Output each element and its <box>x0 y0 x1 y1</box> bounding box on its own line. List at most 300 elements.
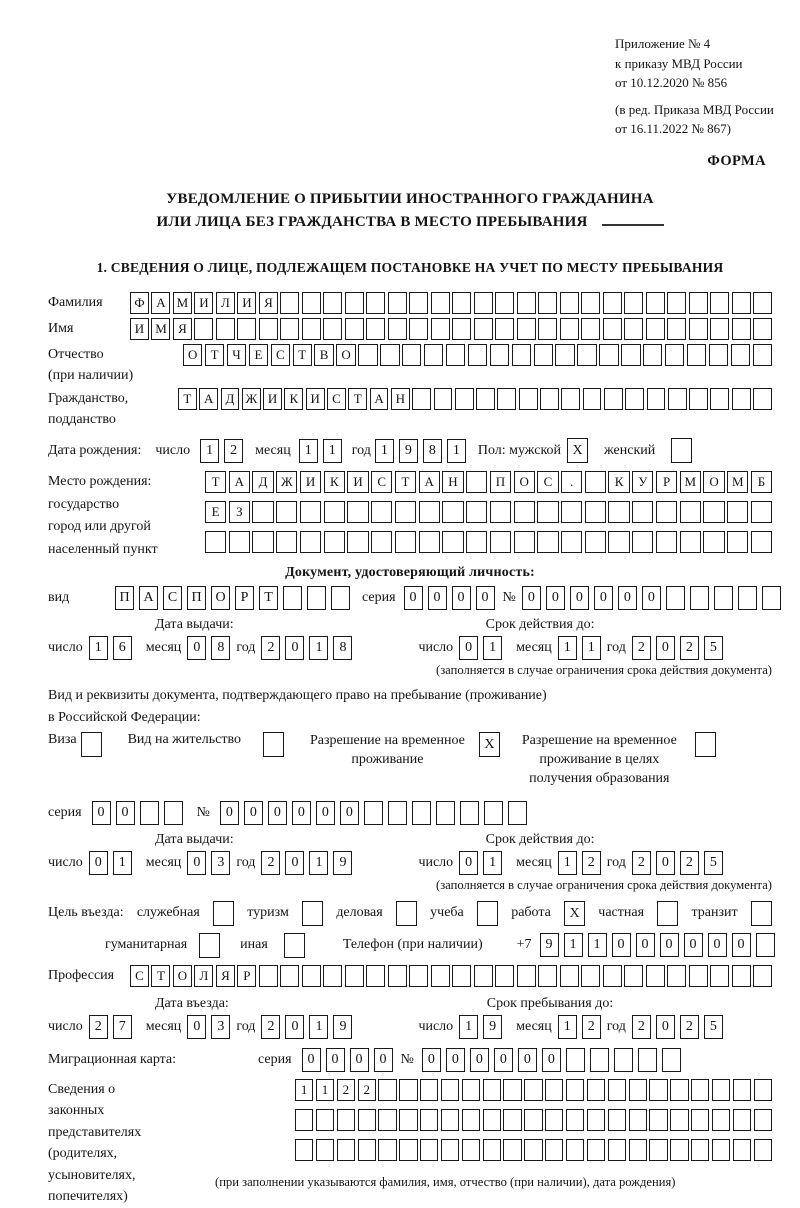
form-cell[interactable] <box>307 586 326 610</box>
form-cell[interactable]: 0 <box>187 636 206 660</box>
form-cell[interactable] <box>545 1139 563 1161</box>
form-cell[interactable] <box>483 1109 501 1131</box>
form-cell[interactable] <box>753 318 772 340</box>
form-cell[interactable]: С <box>130 965 149 987</box>
form-cell[interactable]: С <box>371 471 392 493</box>
form-cell[interactable] <box>441 1079 459 1101</box>
form-cell[interactable]: С <box>163 586 182 610</box>
form-cell[interactable] <box>751 901 772 926</box>
form-cell[interactable] <box>213 901 234 926</box>
form-cell[interactable]: Е <box>205 501 226 523</box>
form-cell[interactable] <box>581 318 600 340</box>
form-cell[interactable] <box>577 344 596 366</box>
form-cell[interactable]: О <box>514 471 535 493</box>
form-cell[interactable] <box>399 1109 417 1131</box>
purpose-private-checkbox[interactable] <box>657 901 678 926</box>
form-cell[interactable] <box>409 965 428 987</box>
form-cell[interactable] <box>566 1048 585 1072</box>
form-cell[interactable] <box>524 1109 542 1131</box>
form-cell[interactable]: X <box>479 732 500 757</box>
form-cell[interactable] <box>566 1109 584 1131</box>
form-cell[interactable]: 5 <box>704 1015 723 1039</box>
form-cell[interactable] <box>474 318 493 340</box>
form-cell[interactable] <box>476 388 495 410</box>
form-cell[interactable] <box>442 501 463 523</box>
form-cell[interactable] <box>302 901 323 926</box>
form-cell[interactable]: Т <box>151 965 170 987</box>
form-cell[interactable]: 0 <box>350 1048 369 1072</box>
form-cell[interactable] <box>337 1139 355 1161</box>
form-cell[interactable] <box>731 344 750 366</box>
female-checkbox[interactable] <box>671 438 692 463</box>
form-cell[interactable] <box>331 586 350 610</box>
form-cell[interactable]: 1 <box>375 439 394 463</box>
form-cell[interactable] <box>503 1139 521 1161</box>
form-cell[interactable] <box>608 1079 626 1101</box>
form-cell[interactable]: О <box>336 344 355 366</box>
form-cell[interactable]: Ф <box>130 292 149 314</box>
form-cell[interactable]: 9 <box>333 851 352 875</box>
form-cell[interactable]: Я <box>216 965 235 987</box>
form-cell[interactable] <box>495 965 514 987</box>
form-cell[interactable] <box>545 1109 563 1131</box>
form-cell[interactable] <box>345 318 364 340</box>
form-cell[interactable]: Р <box>237 965 256 987</box>
form-cell[interactable] <box>388 801 407 825</box>
form-cell[interactable] <box>371 501 392 523</box>
form-cell[interactable] <box>300 531 321 553</box>
form-cell[interactable] <box>300 501 321 523</box>
form-cell[interactable] <box>378 1109 396 1131</box>
form-cell[interactable] <box>276 501 297 523</box>
form-cell[interactable] <box>366 292 385 314</box>
form-cell[interactable] <box>519 388 538 410</box>
form-cell[interactable]: К <box>284 388 303 410</box>
form-cell[interactable] <box>751 501 772 523</box>
form-cell[interactable]: 0 <box>656 636 675 660</box>
form-cell[interactable] <box>561 501 582 523</box>
form-cell[interactable]: Т <box>205 344 224 366</box>
form-cell[interactable] <box>517 965 536 987</box>
form-cell[interactable]: 0 <box>656 851 675 875</box>
form-cell[interactable] <box>474 965 493 987</box>
form-cell[interactable] <box>431 965 450 987</box>
form-cell[interactable] <box>712 1139 730 1161</box>
form-cell[interactable] <box>446 344 465 366</box>
form-cell[interactable]: 0 <box>92 801 111 825</box>
form-cell[interactable] <box>396 901 417 926</box>
form-cell[interactable] <box>545 1079 563 1101</box>
form-cell[interactable] <box>434 388 453 410</box>
form-cell[interactable]: 1 <box>588 933 607 957</box>
form-cell[interactable] <box>643 344 662 366</box>
form-cell[interactable] <box>412 801 431 825</box>
form-cell[interactable]: Б <box>751 471 772 493</box>
form-cell[interactable] <box>345 965 364 987</box>
form-cell[interactable] <box>538 318 557 340</box>
form-cell[interactable] <box>263 732 284 757</box>
form-cell[interactable] <box>252 501 273 523</box>
form-cell[interactable]: О <box>703 471 724 493</box>
form-cell[interactable] <box>754 1079 772 1101</box>
form-cell[interactable] <box>284 933 305 958</box>
form-cell[interactable] <box>753 292 772 314</box>
form-cell[interactable]: 1 <box>295 1079 313 1101</box>
form-cell[interactable]: 0 <box>89 851 108 875</box>
form-cell[interactable]: 0 <box>285 636 304 660</box>
form-cell[interactable]: 0 <box>244 801 263 825</box>
form-cell[interactable] <box>164 801 183 825</box>
form-cell[interactable] <box>358 1109 376 1131</box>
form-cell[interactable] <box>517 292 536 314</box>
form-cell[interactable]: К <box>608 471 629 493</box>
form-cell[interactable] <box>538 965 557 987</box>
form-cell[interactable] <box>753 965 772 987</box>
form-cell[interactable] <box>514 531 535 553</box>
form-cell[interactable] <box>388 292 407 314</box>
form-cell[interactable] <box>409 318 428 340</box>
form-cell[interactable] <box>462 1079 480 1101</box>
form-cell[interactable]: 0 <box>452 586 471 610</box>
form-cell[interactable]: 3 <box>211 851 230 875</box>
purpose-work-checkbox[interactable] <box>564 901 585 926</box>
form-cell[interactable] <box>670 1139 688 1161</box>
form-cell[interactable] <box>252 531 273 553</box>
form-cell[interactable] <box>656 531 677 553</box>
form-cell[interactable]: Т <box>293 344 312 366</box>
form-cell[interactable] <box>671 438 692 463</box>
form-cell[interactable] <box>316 1139 334 1161</box>
form-cell[interactable] <box>371 531 392 553</box>
form-cell[interactable] <box>603 965 622 987</box>
form-cell[interactable] <box>259 965 278 987</box>
form-cell[interactable] <box>753 388 772 410</box>
form-cell[interactable]: Н <box>391 388 410 410</box>
form-cell[interactable]: У <box>632 471 653 493</box>
form-cell[interactable] <box>712 1109 730 1131</box>
form-cell[interactable]: 0 <box>459 636 478 660</box>
form-cell[interactable]: 0 <box>546 586 565 610</box>
form-cell[interactable] <box>497 388 516 410</box>
form-cell[interactable]: С <box>327 388 346 410</box>
form-cell[interactable]: 0 <box>522 586 541 610</box>
form-cell[interactable]: 1 <box>309 636 328 660</box>
form-cell[interactable] <box>709 344 728 366</box>
form-cell[interactable]: Я <box>173 318 192 340</box>
form-cell[interactable] <box>666 586 685 610</box>
form-cell[interactable] <box>412 388 431 410</box>
form-cell[interactable]: О <box>183 344 202 366</box>
form-cell[interactable]: 0 <box>374 1048 393 1072</box>
form-cell[interactable]: А <box>139 586 158 610</box>
form-cell[interactable] <box>614 1048 633 1072</box>
form-cell[interactable] <box>259 318 278 340</box>
form-cell[interactable] <box>603 292 622 314</box>
form-cell[interactable]: 2 <box>261 1015 280 1039</box>
form-cell[interactable]: 9 <box>540 933 559 957</box>
form-cell[interactable] <box>337 1109 355 1131</box>
form-cell[interactable]: Р <box>235 586 254 610</box>
residence-permit-checkbox[interactable] <box>263 732 284 757</box>
form-cell[interactable]: 0 <box>302 1048 321 1072</box>
form-cell[interactable]: 1 <box>309 851 328 875</box>
form-cell[interactable] <box>358 344 377 366</box>
form-cell[interactable]: Т <box>178 388 197 410</box>
form-cell[interactable]: 1 <box>200 439 219 463</box>
form-cell[interactable]: 9 <box>333 1015 352 1039</box>
form-cell[interactable]: 2 <box>89 1015 108 1039</box>
form-cell[interactable] <box>378 1139 396 1161</box>
form-cell[interactable] <box>585 501 606 523</box>
form-cell[interactable] <box>366 965 385 987</box>
form-cell[interactable] <box>538 292 557 314</box>
form-cell[interactable]: 8 <box>333 636 352 660</box>
form-cell[interactable] <box>503 1079 521 1101</box>
form-cell[interactable] <box>587 1079 605 1101</box>
form-cell[interactable]: 1 <box>309 1015 328 1039</box>
form-cell[interactable] <box>316 1109 334 1131</box>
form-cell[interactable] <box>667 965 686 987</box>
form-cell[interactable]: 0 <box>326 1048 345 1072</box>
form-cell[interactable] <box>216 318 235 340</box>
form-cell[interactable]: 1 <box>558 1015 577 1039</box>
form-cell[interactable]: 1 <box>323 439 342 463</box>
form-cell[interactable] <box>727 531 748 553</box>
form-cell[interactable] <box>399 1139 417 1161</box>
form-cell[interactable] <box>649 1139 667 1161</box>
form-cell[interactable]: 2 <box>261 636 280 660</box>
form-cell[interactable] <box>727 501 748 523</box>
form-cell[interactable] <box>495 318 514 340</box>
form-cell[interactable] <box>199 933 220 958</box>
form-cell[interactable]: А <box>229 471 250 493</box>
form-cell[interactable] <box>388 965 407 987</box>
form-cell[interactable] <box>703 531 724 553</box>
form-cell[interactable] <box>583 388 602 410</box>
form-cell[interactable] <box>555 344 574 366</box>
form-cell[interactable] <box>733 1079 751 1101</box>
form-cell[interactable] <box>646 965 665 987</box>
form-cell[interactable] <box>560 318 579 340</box>
form-cell[interactable] <box>323 318 342 340</box>
form-cell[interactable] <box>649 1109 667 1131</box>
form-cell[interactable]: М <box>173 292 192 314</box>
form-cell[interactable] <box>762 586 781 610</box>
form-cell[interactable] <box>462 1139 480 1161</box>
form-cell[interactable] <box>689 292 708 314</box>
form-cell[interactable]: 0 <box>656 1015 675 1039</box>
form-cell[interactable]: 2 <box>680 851 699 875</box>
form-cell[interactable] <box>638 1048 657 1072</box>
form-cell[interactable] <box>399 1079 417 1101</box>
form-cell[interactable] <box>490 501 511 523</box>
form-cell[interactable]: 2 <box>632 636 651 660</box>
form-cell[interactable]: 0 <box>660 933 679 957</box>
form-cell[interactable]: Т <box>205 471 226 493</box>
form-cell[interactable] <box>424 344 443 366</box>
form-cell[interactable]: 0 <box>428 586 447 610</box>
form-cell[interactable]: 0 <box>642 586 661 610</box>
form-cell[interactable] <box>680 501 701 523</box>
form-cell[interactable] <box>462 1109 480 1131</box>
form-cell[interactable]: 8 <box>211 636 230 660</box>
form-cell[interactable] <box>646 318 665 340</box>
form-cell[interactable] <box>295 1109 313 1131</box>
form-cell[interactable] <box>452 318 471 340</box>
form-cell[interactable] <box>585 471 606 493</box>
form-cell[interactable]: 0 <box>542 1048 561 1072</box>
form-cell[interactable]: 0 <box>636 933 655 957</box>
form-cell[interactable] <box>566 1079 584 1101</box>
form-cell[interactable] <box>646 292 665 314</box>
form-cell[interactable]: 1 <box>299 439 318 463</box>
form-cell[interactable] <box>712 1079 730 1101</box>
purpose-study-checkbox[interactable] <box>477 901 498 926</box>
form-cell[interactable]: 0 <box>340 801 359 825</box>
form-cell[interactable]: 2 <box>261 851 280 875</box>
form-cell[interactable] <box>756 933 775 957</box>
form-cell[interactable]: З <box>229 501 250 523</box>
form-cell[interactable]: А <box>370 388 389 410</box>
form-cell[interactable]: X <box>567 438 588 463</box>
form-cell[interactable] <box>436 801 455 825</box>
form-cell[interactable] <box>388 318 407 340</box>
form-cell[interactable] <box>323 292 342 314</box>
form-cell[interactable] <box>632 531 653 553</box>
form-cell[interactable] <box>738 586 757 610</box>
form-cell[interactable]: 0 <box>220 801 239 825</box>
form-cell[interactable] <box>629 1109 647 1131</box>
form-cell[interactable] <box>649 1079 667 1101</box>
form-cell[interactable] <box>608 1139 626 1161</box>
form-cell[interactable]: Т <box>395 471 416 493</box>
form-cell[interactable]: Е <box>249 344 268 366</box>
form-cell[interactable] <box>347 501 368 523</box>
form-cell[interactable] <box>680 531 701 553</box>
form-cell[interactable] <box>524 1139 542 1161</box>
form-cell[interactable]: Н <box>442 471 463 493</box>
visa-checkbox[interactable] <box>81 732 102 757</box>
form-cell[interactable]: И <box>300 471 321 493</box>
temp-residence-education-checkbox[interactable] <box>695 732 716 757</box>
form-cell[interactable]: 0 <box>187 1015 206 1039</box>
form-cell[interactable] <box>409 292 428 314</box>
form-cell[interactable]: 0 <box>446 1048 465 1072</box>
form-cell[interactable] <box>667 318 686 340</box>
form-cell[interactable] <box>324 501 345 523</box>
form-cell[interactable] <box>624 965 643 987</box>
form-cell[interactable] <box>441 1109 459 1131</box>
form-cell[interactable] <box>710 965 729 987</box>
form-cell[interactable]: И <box>347 471 368 493</box>
form-cell[interactable] <box>194 318 213 340</box>
form-cell[interactable]: 1 <box>447 439 466 463</box>
form-cell[interactable] <box>703 501 724 523</box>
form-cell[interactable] <box>608 531 629 553</box>
form-cell[interactable] <box>347 531 368 553</box>
form-cell[interactable]: 2 <box>224 439 243 463</box>
form-cell[interactable] <box>280 292 299 314</box>
form-cell[interactable]: Ж <box>276 471 297 493</box>
form-cell[interactable]: П <box>187 586 206 610</box>
form-cell[interactable]: 2 <box>358 1079 376 1101</box>
form-cell[interactable]: 1 <box>483 636 502 660</box>
form-cell[interactable] <box>483 1079 501 1101</box>
form-cell[interactable]: И <box>263 388 282 410</box>
form-cell[interactable]: 9 <box>399 439 418 463</box>
form-cell[interactable]: 0 <box>612 933 631 957</box>
form-cell[interactable] <box>364 801 383 825</box>
form-cell[interactable]: 1 <box>113 851 132 875</box>
form-cell[interactable] <box>668 388 687 410</box>
form-cell[interactable]: 2 <box>582 1015 601 1039</box>
form-cell[interactable] <box>452 965 471 987</box>
form-cell[interactable]: 1 <box>558 636 577 660</box>
form-cell[interactable]: 1 <box>564 933 583 957</box>
form-cell[interactable] <box>81 732 102 757</box>
form-cell[interactable]: X <box>564 901 585 926</box>
form-cell[interactable] <box>483 1139 501 1161</box>
form-cell[interactable]: 0 <box>422 1048 441 1072</box>
form-cell[interactable]: 5 <box>704 851 723 875</box>
form-cell[interactable] <box>380 344 399 366</box>
form-cell[interactable]: 2 <box>680 636 699 660</box>
form-cell[interactable]: 2 <box>582 851 601 875</box>
form-cell[interactable] <box>419 501 440 523</box>
form-cell[interactable]: 0 <box>570 586 589 610</box>
form-cell[interactable] <box>656 501 677 523</box>
form-cell[interactable]: 0 <box>459 851 478 875</box>
form-cell[interactable]: 0 <box>268 801 287 825</box>
form-cell[interactable] <box>140 801 159 825</box>
form-cell[interactable] <box>687 344 706 366</box>
form-cell[interactable] <box>441 1139 459 1161</box>
form-cell[interactable]: 0 <box>476 586 495 610</box>
form-cell[interactable] <box>566 1139 584 1161</box>
form-cell[interactable] <box>345 292 364 314</box>
form-cell[interactable] <box>534 344 553 366</box>
form-cell[interactable] <box>431 292 450 314</box>
purpose-transit-checkbox[interactable] <box>751 901 772 926</box>
form-cell[interactable] <box>560 965 579 987</box>
form-cell[interactable]: 0 <box>708 933 727 957</box>
form-cell[interactable] <box>599 344 618 366</box>
form-cell[interactable]: О <box>173 965 192 987</box>
form-cell[interactable]: П <box>490 471 511 493</box>
form-cell[interactable] <box>561 531 582 553</box>
form-cell[interactable]: М <box>727 471 748 493</box>
form-cell[interactable] <box>512 344 531 366</box>
form-cell[interactable] <box>402 344 421 366</box>
form-cell[interactable] <box>710 318 729 340</box>
form-cell[interactable] <box>689 318 708 340</box>
form-cell[interactable] <box>581 965 600 987</box>
form-cell[interactable] <box>754 1139 772 1161</box>
form-cell[interactable]: 1 <box>558 851 577 875</box>
form-cell[interactable]: 0 <box>494 1048 513 1072</box>
form-cell[interactable] <box>302 318 321 340</box>
form-cell[interactable] <box>431 318 450 340</box>
purpose-other-checkbox[interactable] <box>284 933 305 958</box>
form-cell[interactable]: Т <box>259 586 278 610</box>
form-cell[interactable]: 0 <box>292 801 311 825</box>
form-cell[interactable] <box>455 388 474 410</box>
form-cell[interactable] <box>466 531 487 553</box>
form-cell[interactable]: 0 <box>594 586 613 610</box>
form-cell[interactable]: А <box>151 292 170 314</box>
form-cell[interactable] <box>608 1109 626 1131</box>
form-cell[interactable] <box>508 801 527 825</box>
